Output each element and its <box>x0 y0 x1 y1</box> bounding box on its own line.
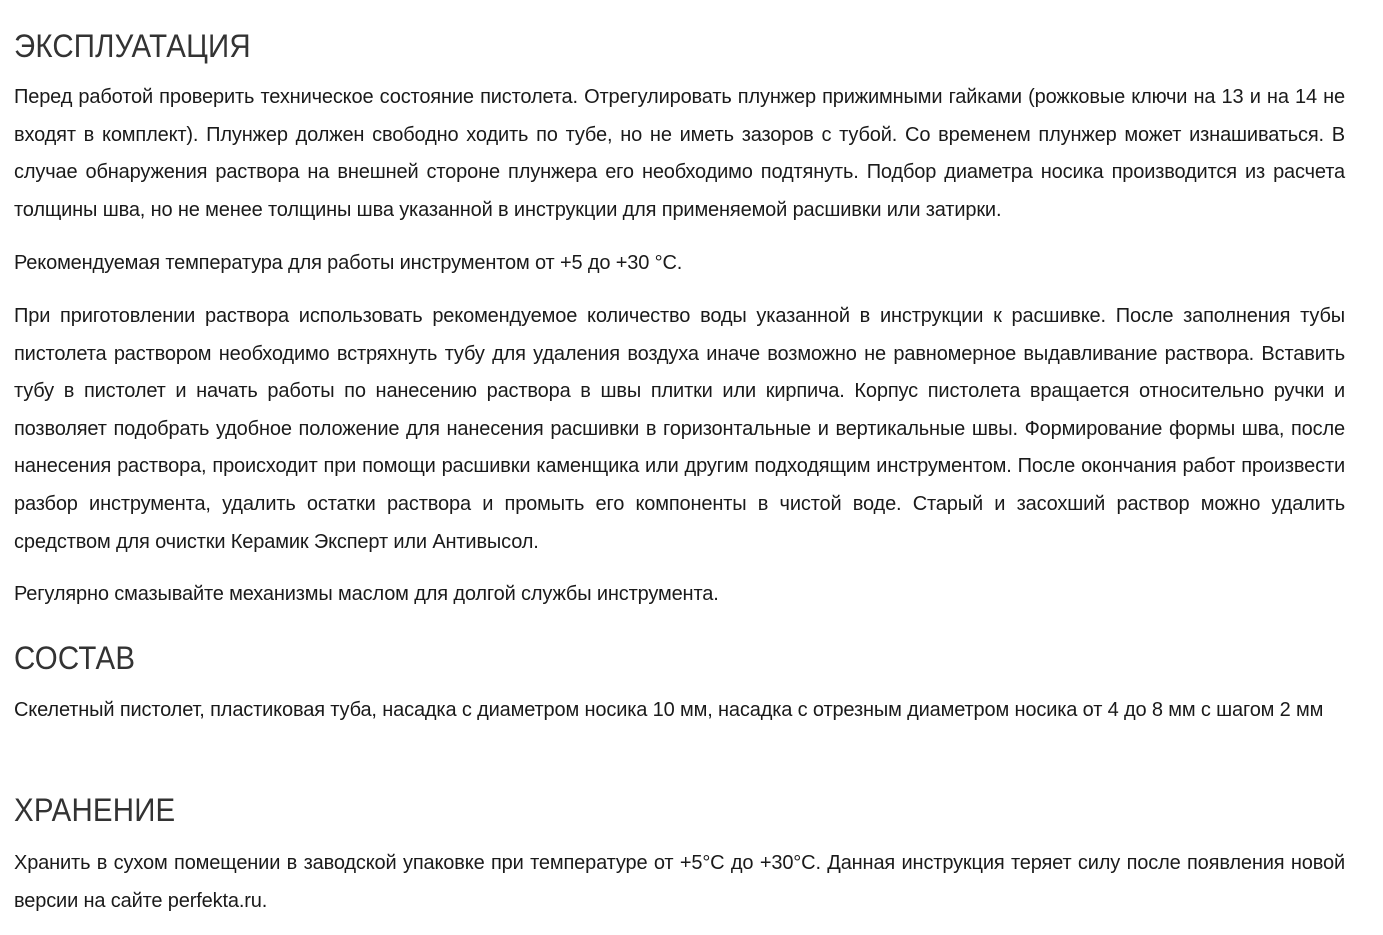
paragraph-composition: Скелетный пистолет, пластиковая туба, насадка с диаметром носика 10 мм, насадка с отрезным диаметром носика от 4 до 8 мм с шагом 2 мм <box>14 699 1324 721</box>
section-title-exploitation: ЭКСПЛУАТАЦИЯ <box>14 28 251 64</box>
storage-text-end: . <box>261 889 268 912</box>
section-title-composition: СОСТАВ <box>14 640 136 676</box>
section-title-storage: ХРАНЕНИЕ <box>14 792 176 828</box>
paragraph-pre-work-check: Перед работой проверить техническое состояние пистолета. Отрегулировать плунжер прижимными гайками (рожковые ключи на 13 и на 14 не входят в комплект). Плунжер должен свободно ходить по тубе, но не иметь зазоров с тубой. Со временем плунжер может изнашиваться. В случае обнаружения раствора на внешней стороне плунжера его необходимо подтянуть. Подбор диаметра носика производится из расчета толщины шва, но не менее толщины шва указанной в инструкции для применяемой расшивки или затирки. <box>14 86 1345 221</box>
paragraph-temperature: Рекомендуемая температура для работы инструментом от +5 до +30 °С. <box>14 252 683 274</box>
storage-text: Хранить в сухом помещении в заводской упаковке при температуре от +5°С до +30°С. Данная инструкция теряет силу после появления новой версии на сайте <box>14 852 1345 912</box>
paragraph-lubrication: Регулярно смазывайте механизмы маслом для долгой службы инструмента. <box>14 583 719 605</box>
website-link[interactable]: perfekta.ru <box>167 889 262 912</box>
paragraph-storage <box>14 845 1345 920</box>
paragraph-mortar-preparation: При приготовлении раствора использовать рекомендуемое количество воды указанной в инструкции к расшивке. После заполнения тубы пистолета раствором необходимо встряхнуть тубу для удаления воздуха иначе возможно не равномерное выдавливание раствора. Вставить тубу в пистолет и начать работы по нанесению раствора в швы плитки или кирпича. Корпус пистолета вращается относительно ручки и позволяет подобрать удобное положение для нанесения расшивки в горизонтальные и вертикальные швы. Формирование формы шва, после нанесения раствора, происходит при помощи расшивки каменщика или другим подходящим инструментом. После окончания работ произвести разбор инструмента, удалить остатки раствора и промыть его компоненты в чистой воде. Старый и засохший раствор можно удалить средством для очистки Керамик Эксперт или Антивысол. <box>14 305 1345 553</box>
